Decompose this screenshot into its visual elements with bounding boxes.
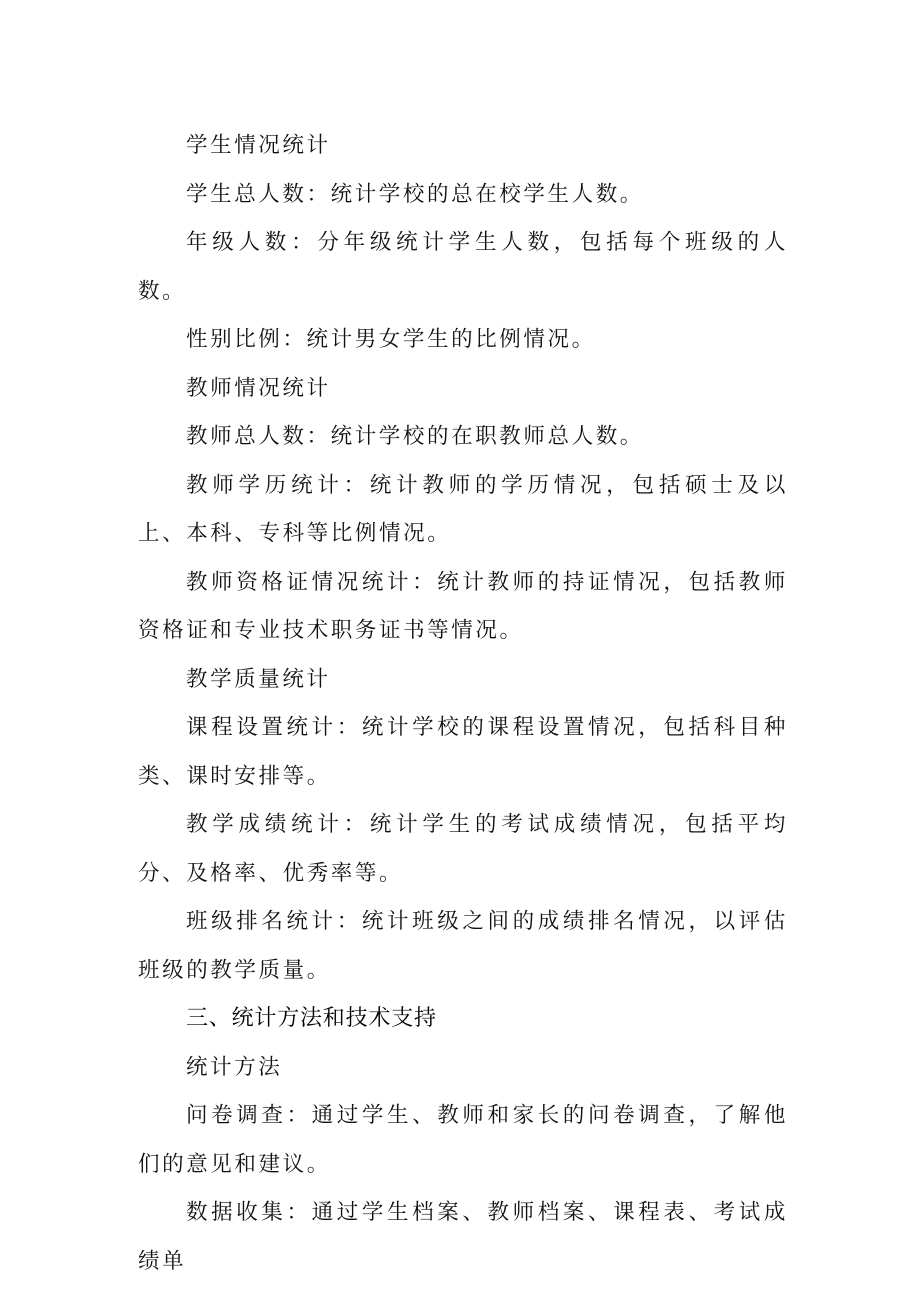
subheading-teaching-quality: 教学质量统计 — [186, 666, 331, 692]
document-body — [138, 122, 788, 1286]
paragraph-teacher-education: 教师学历统计：统计教师的学历情况，包括硕士及以上、本科、专科等比例情况。 — [138, 472, 788, 546]
paragraph-class-ranking: 班级排名统计：统计班级之间的成绩排名情况，以评估班级的教学质量。 — [138, 909, 788, 983]
subheading-student-stats: 学生情况统计 — [186, 133, 331, 158]
paragraph-gender-ratio: 性别比例：统计男女学生的比例情况。 — [186, 327, 596, 352]
paragraph-total-teachers: 教师总人数：统计学校的在职教师总人数。 — [186, 424, 644, 449]
section-heading-methods: 三、统计方法和技术支持 — [186, 1006, 437, 1031]
subheading-teacher-stats: 教师情况统计 — [186, 375, 331, 401]
paragraph-exam-results: 教学成绩统计：统计学生的考试成绩情况，包括平均分、及格率、优秀率等。 — [138, 812, 788, 886]
paragraph-grade-counts: 年级人数：分年级统计学生人数，包括每个班级的人数。 — [138, 230, 788, 304]
paragraph-curriculum: 课程设置统计：统计学校的课程设置情况，包括科目种类、课时安排等。 — [138, 715, 788, 789]
paragraph-teacher-certificates: 教师资格证情况统计：统计教师的持证情况，包括教师资格证和专业技术职务证书等情况。 — [138, 569, 788, 643]
paragraph-total-students: 学生总人数：统计学校的总在校学生人数。 — [186, 181, 644, 207]
subheading-methods: 统计方法 — [186, 1054, 283, 1080]
paragraph-questionnaire: 问卷调查：通过学生、教师和家长的问卷调查，了解他们的意见和建议。 — [138, 1103, 788, 1177]
paragraph-data-collection: 数据收集：通过学生档案、教师档案、课程表、考试成绩单 — [138, 1200, 788, 1274]
